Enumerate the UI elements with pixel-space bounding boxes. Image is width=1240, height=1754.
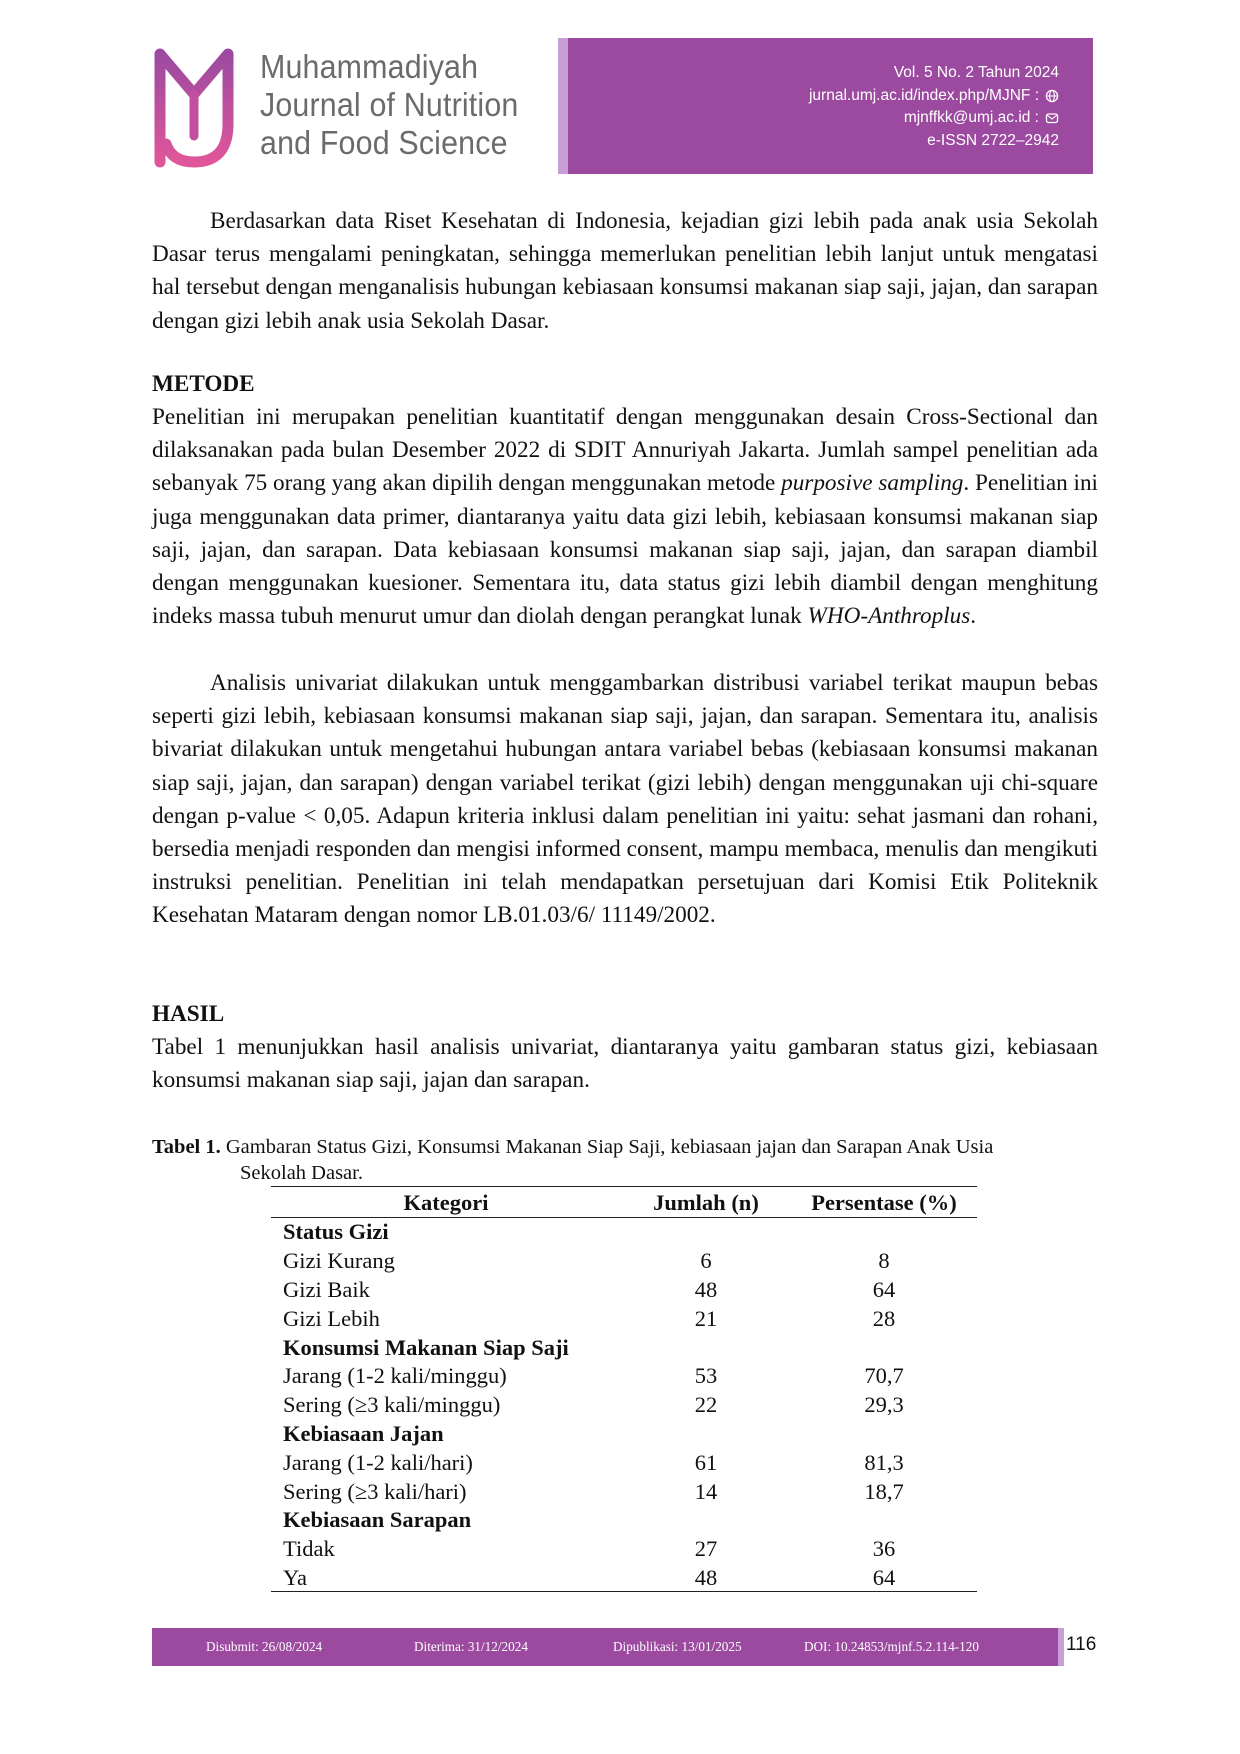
count-cell: 22 <box>694 1392 718 1418</box>
table-caption-label: Tabel 1. <box>152 1136 221 1158</box>
table-row <box>271 1304 977 1333</box>
journal-info-banner <box>568 38 1093 174</box>
submitted-date: Disubmit: 26/08/2024 <box>206 1639 323 1654</box>
percent-cell: 81,3 <box>864 1449 904 1475</box>
count-cell: 53 <box>694 1363 718 1389</box>
table-header-row <box>271 1187 977 1218</box>
column-header-kategori: Kategori <box>403 1189 489 1215</box>
category-cell: Tidak <box>283 1536 335 1562</box>
journal-email[interactable]: mjnffkk@umj.ac.id : <box>903 109 1039 126</box>
category-cell: Gizi Baik <box>283 1276 370 1302</box>
percent-cell: 64 <box>872 1564 896 1590</box>
intro-paragraph: Berdasarkan data Riset Kesehatan di Indonesia, kejadian gizi lebih pada anak usia Sekolah Dasar terus mengalami peningkatan, sehingga memerlukan penelitian lebih lanjut untuk mengatasi hal tersebut dengan menganalisis hubungan kebiasaan konsumsi makanan siap saji, jajan, dan sarapan dengan gizi lebih anak usia Sekolah Dasar. <box>152 208 1098 334</box>
category-cell: Konsumsi Makanan Siap Saji <box>283 1334 569 1360</box>
percent-cell: 18,7 <box>864 1478 904 1504</box>
count-cell: 14 <box>694 1478 718 1504</box>
accepted-date: Diterima: 31/12/2024 <box>414 1639 528 1654</box>
doi-link[interactable]: DOI: 10.24853/mjnf.5.2.114-120 <box>804 1639 979 1654</box>
hasil-paragraph: Tabel 1 menunjukkan hasil analisis univariat, diantaranya yaitu gambaran status gizi, kebiasaan konsumsi makanan siap saji, jajan dan sarapan. <box>152 1034 1098 1094</box>
category-cell: Gizi Kurang <box>283 1248 395 1274</box>
data-table <box>271 1187 977 1592</box>
table-row <box>271 1564 977 1593</box>
journal-logo <box>152 44 236 170</box>
percent-cell: 36 <box>872 1536 896 1562</box>
count-cell: 21 <box>694 1305 718 1331</box>
table-group-row <box>271 1420 977 1449</box>
journal-name-line-2: Journal of Nutrition <box>260 86 519 123</box>
table-caption <box>152 1134 1098 1186</box>
table-row <box>271 1391 977 1420</box>
table-caption-line-2: Sekolah Dasar. <box>240 1162 363 1184</box>
percent-cell: 28 <box>872 1305 896 1331</box>
table-group-row <box>271 1218 977 1247</box>
section-heading-metode: METODE <box>152 371 255 397</box>
published-date: Dipublikasi: 13/01/2025 <box>613 1639 742 1654</box>
table-row <box>271 1477 977 1506</box>
table-row <box>271 1247 977 1276</box>
table-caption-text: Gambaran Status Gizi, Konsumsi Makanan Siap Saji, kebiasaan jajan dan Sarapan Anak Usia <box>220 1136 994 1158</box>
globe-icon <box>1045 89 1059 103</box>
journal-name <box>260 48 519 162</box>
category-cell: Kebiasaan Sarapan <box>283 1507 472 1533</box>
count-cell: 27 <box>694 1536 718 1562</box>
table-row <box>271 1448 977 1477</box>
category-cell: Jarang (1-2 kali/minggu) <box>283 1363 507 1389</box>
metode-paragraph-2: Analisis univariat dilakukan untuk menggambarkan distribusi variabel terikat maupun bebas seperti gizi lebih, kebiasaan konsumsi makanan siap saji, jajan, dan sarapan. Sementara itu, analisis bivariat dilakukan untuk mengetahui hubungan antara variabel bebas (kebiasaan konsumsi makanan siap saji, jajan, dan sarapan) dengan variabel terikat (gizi lebih) dengan menggunakan uji chi-square dengan p-value < 0,05. Adapun kriteria inklusi dalam penelitian ini yaitu: sehat jasmani dan rohani, bersedia menjadi responden dan mengisi informed consent, mampu membaca, menulis dan mengikuti instruksi penelitian. Penelitian ini telah mendapatkan persetujuan dari Komisi Etik Politeknik Kesehatan Mataram dengan nomor LB.01.03/6/ 11149/2002. <box>152 670 1098 929</box>
count-cell: 6 <box>700 1248 712 1274</box>
table-group-row <box>271 1506 977 1535</box>
column-header-jumlah: Jumlah (n) <box>653 1189 759 1215</box>
journal-name-line-3: and Food Science <box>260 124 508 161</box>
category-cell: Ya <box>283 1564 307 1590</box>
percent-cell: 70,7 <box>864 1363 904 1389</box>
page-number: 116 <box>1066 1634 1097 1655</box>
table-body <box>271 1218 977 1592</box>
header-accent-bar <box>558 38 568 174</box>
count-cell: 61 <box>694 1449 718 1475</box>
category-cell: Jarang (1-2 kali/hari) <box>283 1449 473 1475</box>
percent-cell: 8 <box>878 1248 890 1274</box>
journal-url[interactable]: jurnal.umj.ac.id/index.php/MJNF : <box>808 86 1039 104</box>
column-header-persentase: Persentase (%) <box>811 1189 957 1215</box>
table-row <box>271 1362 977 1391</box>
percent-cell: 64 <box>872 1276 896 1302</box>
category-cell: Sering (≥3 kali/minggu) <box>283 1392 501 1418</box>
metode-paragraph-1 <box>152 401 1098 633</box>
category-cell: Gizi Lebih <box>283 1305 380 1331</box>
metode-p1-c: . Penelitian ini juga menggunakan data primer, diantaranya yaitu data gizi lebih, kebiasaan konsumsi makanan siap saji, jajan, dan sarapan. Data kebiasaan konsumsi makanan siap saji, jajan, dan sarapan diambil dengan menggunakan kuesioner. Sementara itu, data status gizi lebih diambil dengan menghitung indeks massa tubuh menurut umur dan diolah dengan perangkat lunak <box>152 470 1098 630</box>
metode-p1-a: Penelitian ini merupakan penelitian kuantitatif dengan menggunakan desain Cross-Sectional dan dilaksanakan pada bulan Desember 2022 di SDIT Annuriyah Jakarta. Jumlah sampel penelitian ada sebanyak 75 orang yang akan dipilih dengan menggunakan metode <box>152 404 1098 497</box>
issn: e-ISSN 2722–2942 <box>927 131 1059 149</box>
category-cell: Sering (≥3 kali/hari) <box>283 1478 467 1504</box>
mail-icon <box>1045 111 1059 125</box>
metode-p1-software: WHO-Anthroplus <box>807 603 971 630</box>
footer-banner <box>152 1628 1058 1666</box>
journal-url-line[interactable] <box>568 85 1059 108</box>
category-cell: Kebiasaan Jajan <box>283 1420 444 1446</box>
table-group-row <box>271 1333 977 1362</box>
metode-p1-purposive: purposive sampling <box>781 470 964 497</box>
table-row <box>271 1535 977 1564</box>
footer-accent-bar <box>1058 1628 1064 1666</box>
count-cell: 48 <box>694 1276 718 1302</box>
volume-info: Vol. 5 No. 2 Tahun 2024 <box>893 64 1059 81</box>
table-row <box>271 1276 977 1305</box>
percent-cell: 29,3 <box>864 1392 904 1418</box>
metode-p1-e: . <box>970 603 977 630</box>
count-cell: 48 <box>694 1564 718 1590</box>
section-heading-hasil: HASIL <box>152 1001 225 1027</box>
journal-name-line-1: Muhammadiyah <box>260 48 479 85</box>
category-cell: Status Gizi <box>283 1219 389 1245</box>
email-line[interactable] <box>568 107 1059 130</box>
